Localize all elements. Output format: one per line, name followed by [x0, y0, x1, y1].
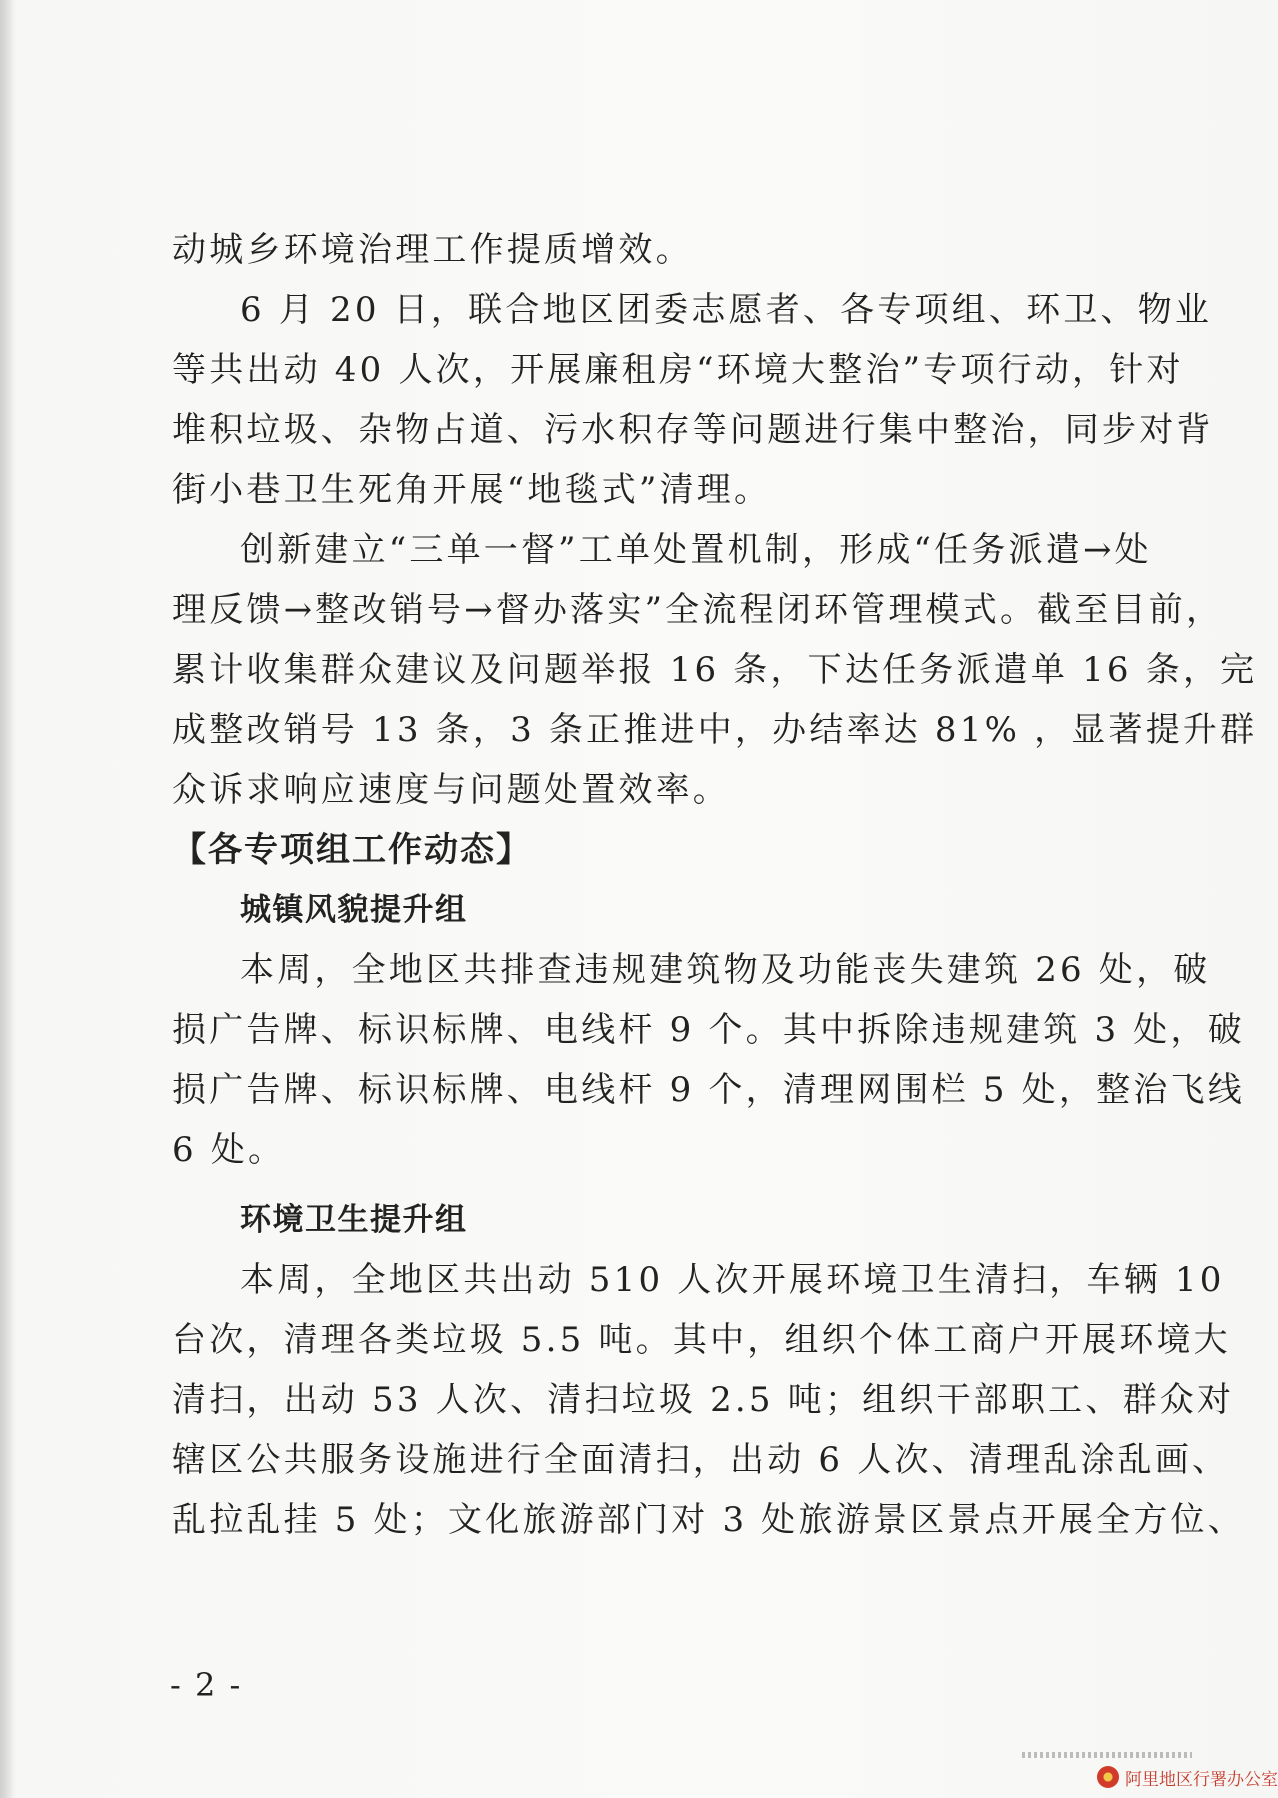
- section-heading: 【各专项组工作动态】: [172, 830, 532, 870]
- paragraph-line: 本周，全地区共出动 510 人次开展环境卫生清扫，车辆 10: [240, 1260, 1225, 1300]
- paragraph-line: 累计收集群众建议及问题举报 16 条，下达任务派遣单 16 条，完: [172, 650, 1258, 690]
- paragraph-line: 动城乡环境治理工作提质增效。: [172, 230, 693, 270]
- paragraph-line: 成整改销号 13 条，3 条正推进中，办结率达 81% ，显著提升群: [172, 710, 1258, 750]
- paragraph-line: 本周，全地区共排查违规建筑物及功能丧失建筑 26 处，破: [240, 950, 1211, 990]
- page-edge-shadow: [0, 0, 14, 1798]
- paragraph-line: 创新建立“三单一督”工单处置机制，形成“任务派遣→处: [240, 530, 1152, 570]
- paragraph-line: 理反馈→整改销号→督办落实”全流程闭环管理模式。截至目前，: [172, 590, 1224, 630]
- paragraph-line: 辖区公共服务设施进行全面清扫，出动 6 人次、清理乱涂乱画、: [172, 1440, 1230, 1480]
- watermark-script-strip: [1022, 1752, 1192, 1758]
- paragraph-line: 街小巷卫生死角开展“地毯式”清理。: [172, 470, 772, 510]
- group-heading-sanitation: 环境卫生提升组: [240, 1202, 468, 1238]
- paragraph-line: 清扫，出动 53 人次、清扫垃圾 2.5 吨；组织干部职工、群众对: [172, 1380, 1235, 1420]
- paragraph-line: 6 月 20 日，联合地区团委志愿者、各专项组、环卫、物业: [240, 290, 1213, 330]
- paragraph-line: 堆积垃圾、杂物占道、污水积存等问题进行集中整治，同步对背: [172, 410, 1214, 450]
- paragraph-line: 损广告牌、标识标牌、电线杆 9 个，清理网围栏 5 处，整治飞线: [172, 1070, 1245, 1110]
- spacer: [172, 1180, 1120, 1190]
- watermark: [1097, 1762, 1278, 1792]
- seal-icon: [1097, 1766, 1119, 1788]
- paragraph-line: 众诉求响应速度与问题处置效率。: [172, 770, 730, 810]
- paragraph-line: 台次，清理各类垃圾 5.5 吨。其中，组织个体工商户开展环境大: [172, 1320, 1231, 1360]
- paragraph-line: 乱拉乱挂 5 处；文化旅游部门对 3 处旅游景区景点开展全方位、: [172, 1500, 1245, 1540]
- watermark-text: 阿里地区行署办公室: [1125, 1769, 1278, 1790]
- paragraph-line: 等共出动 40 人次，开展廉租房“环境大整治”专项行动，针对: [172, 350, 1184, 390]
- document-body: [172, 220, 1258, 1550]
- paragraph-line: 损广告牌、标识标牌、电线杆 9 个。其中拆除违规建筑 3 处，破: [172, 1010, 1245, 1050]
- paragraph-line: 6 处。: [172, 1130, 286, 1170]
- page-number: - 2 -: [170, 1666, 243, 1704]
- group-heading-town-appearance: 城镇风貌提升组: [240, 892, 468, 928]
